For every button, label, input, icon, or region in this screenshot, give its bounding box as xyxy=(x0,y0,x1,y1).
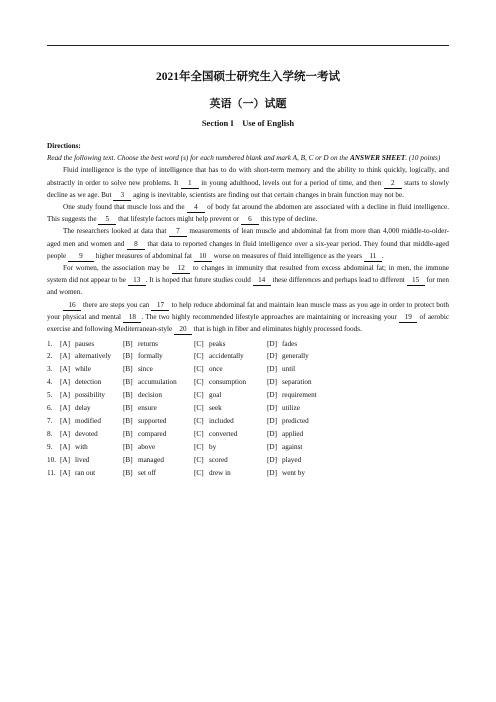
blank-1: 1 xyxy=(181,179,199,189)
answer-sheet-label: ANSWER SHEET xyxy=(349,154,406,163)
blank-8: 8 xyxy=(127,240,145,250)
directions-text: Read the following text. Choose the best word (s) for each numbered blank and mark A, B, C or D on the ANSWER SHEET. (10 points) xyxy=(47,154,441,163)
blank-16: 16 xyxy=(63,301,81,311)
directions-label: Directions: xyxy=(47,142,81,150)
blank-12: 12 xyxy=(172,264,190,274)
blank-3: 3 xyxy=(113,191,131,201)
blank-18: 18 xyxy=(123,313,141,323)
options-list xyxy=(47,337,449,479)
blank-5: 5 xyxy=(98,215,116,225)
option-row: 6. [A] delay [B] ensure [C] seek [D] utilize xyxy=(47,404,300,413)
blank-15: 15 xyxy=(407,276,425,286)
paragraph-3: The researchers looked at data that 7 measurements of lean muscle and abdominal fat from more than 4,000 middle-to-older-aged men and women and 8 that data to reported changes in fluid intelligence over a six-year period. They found that middle-aged people 9 higher measures of abdominal fat 10 worse on measures of fluid intelligence as the years 11 . xyxy=(47,227,450,260)
blank-11: 11 xyxy=(364,252,382,262)
paragraph-1: Fluid intelligence is the type of intelligence that has to do with short-term memory and the ability to think quickly, logically, and abstractly in order to solve new problems. It 1 in young adulthood, levels out for a period of time, and then 2 starts to slowly decline as we age. But 3 aging is inevitable, scientists are finding out that certain changes in brain function may not be. xyxy=(47,166,450,199)
option-row: 2. [A] alternatively [B] formally [C] accidentally [D] generally xyxy=(47,352,309,361)
exam-subtitle: 英语（一）试题 xyxy=(209,98,287,110)
paragraph-5: 16 there are steps you can 17 to help reduce abdominal fat and maintain lean muscle mass as you age in order to protect both your physical and mental 18 . The two highly recommended lifestyle approaches are maintaining or increasing your 19 of aerobic exercise and following Mediterranean-style 20 that is high in fiber and eliminates highly processed foods. xyxy=(47,300,450,334)
blank-6: 6 xyxy=(241,215,259,225)
paragraph-4: For women, the association may be 12 to changes in immunity that resulted from excess abdominal fat; in men, the immune system did not appear to be 13 . It is hoped that future studies could 14 these differences and perhaps lead to different 15 for men and women. xyxy=(47,264,450,297)
blank-19: 19 xyxy=(399,313,417,323)
blank-7: 7 xyxy=(169,227,187,237)
option-row: 9. [A] with [B] above [C] by [D] against xyxy=(47,442,303,451)
blank-20: 20 xyxy=(174,325,192,335)
option-row: 3. [A] while [B] since [C] once [D] until xyxy=(47,365,296,374)
header-rule xyxy=(47,45,449,46)
paragraph-2: One study found that muscle loss and the 4 of body fat around the abdomen are associated with a decline in fluid intelligence. This suggests the 5 that lifestyle factors might help prevent or 6 this type of decline. xyxy=(47,203,449,224)
option-row: 4. [A] detection [B] accumulation [C] consumption [D] separation xyxy=(47,378,312,387)
option-row: 5. [A] possibility [B] decision [C] goal [D] requirement xyxy=(47,391,317,400)
blank-4: 4 xyxy=(187,203,205,213)
blank-2: 2 xyxy=(384,179,402,189)
option-row: 11. [A] ran out [B] set off [C] drew in [D] went by xyxy=(47,468,305,477)
option-row: 1. [A] pauses [B] returns [C] peaks [D] fades xyxy=(47,339,298,348)
option-row: 7. [A] modified [B] supported [C] included [D] predicted xyxy=(47,416,309,425)
option-row: 10. [A] lived [B] managed [C] scored [D] played xyxy=(47,455,302,464)
blank-17: 17 xyxy=(151,301,169,311)
exam-content xyxy=(47,140,449,479)
blank-10: 10 xyxy=(194,252,212,262)
blank-13: 13 xyxy=(128,276,146,286)
section-heading: Section I Use of English xyxy=(201,118,295,128)
option-row: 8. [A] devoted [B] compared [C] converted [D] applied xyxy=(47,429,304,438)
exam-title: 2021年全国硕士研究生入学统一考试 xyxy=(156,71,340,83)
blank-9: 9 xyxy=(68,252,94,262)
blank-14: 14 xyxy=(253,276,271,286)
